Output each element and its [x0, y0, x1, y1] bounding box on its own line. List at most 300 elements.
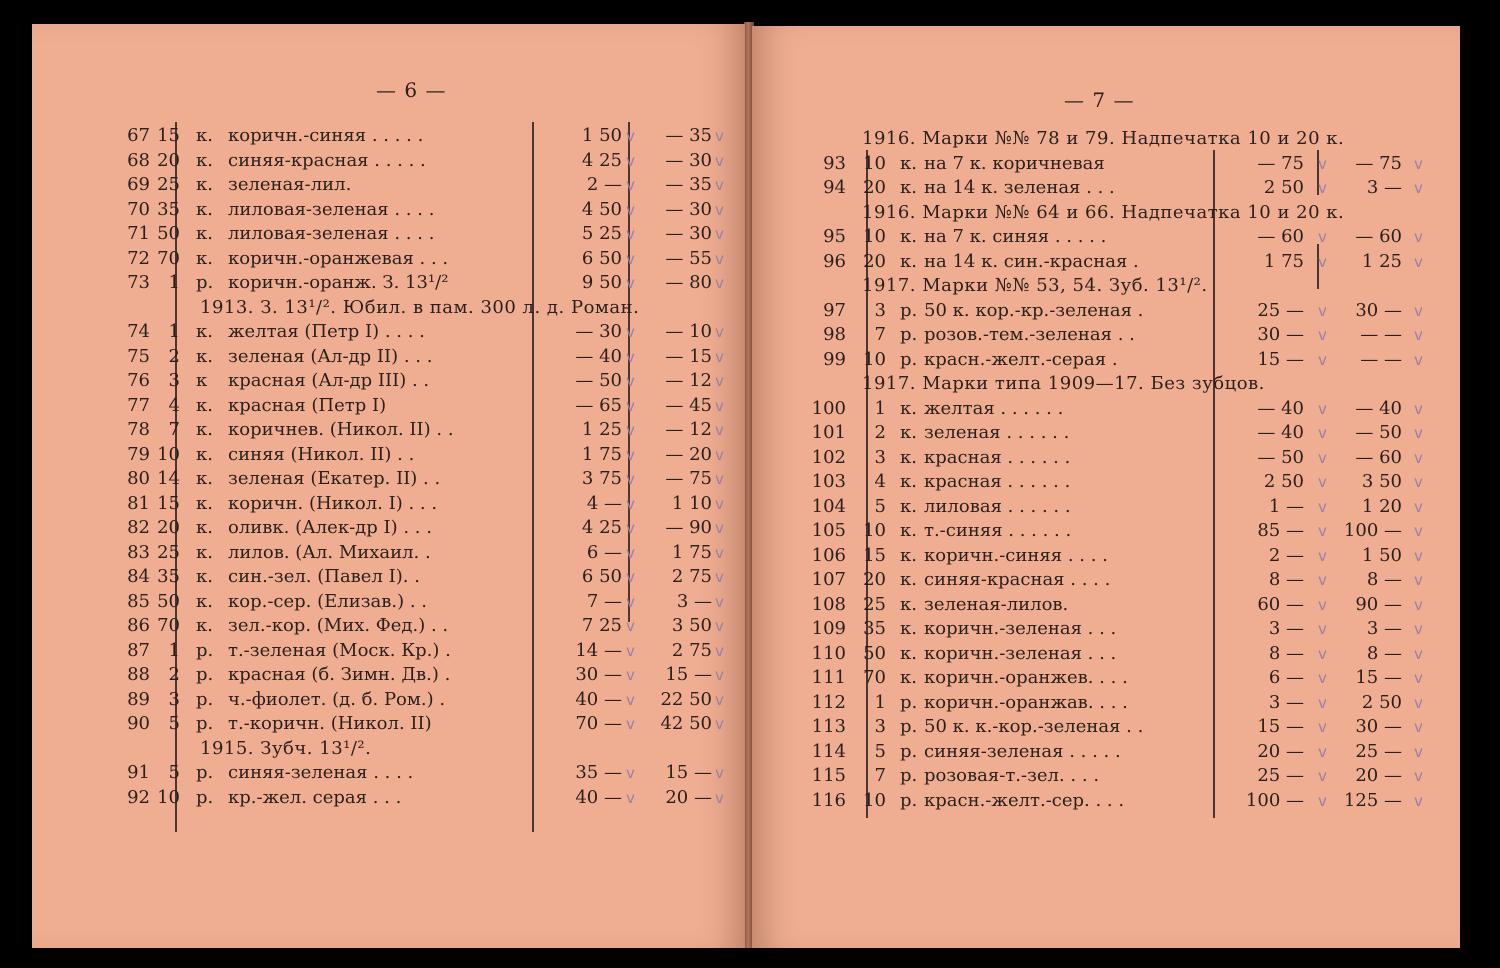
section-header: 1913. З. 13¹/². Юбил. в пам. 300 л. д. Роман.: [200, 296, 640, 318]
pencil-check-mark: v: [1318, 497, 1327, 516]
description: т.-зеленая (Моск. Кр.) .: [228, 639, 451, 661]
catalog-row: [32, 124, 745, 148]
unit: к.: [900, 520, 917, 541]
unit: р.: [900, 691, 918, 713]
price-unused: 20 —: [1257, 740, 1304, 762]
denomination: 10: [863, 520, 886, 541]
catalog-number: 94: [823, 177, 846, 198]
pencil-check-mark: v: [626, 421, 635, 439]
catalog-row: [32, 761, 745, 785]
denomination: 15: [863, 544, 886, 566]
denomination: 3: [168, 688, 180, 710]
price-unused: 25 —: [1257, 765, 1304, 786]
price-unused: 1 75: [581, 443, 622, 465]
denomination: 20: [863, 569, 886, 590]
denomination: 1: [168, 321, 180, 342]
denomination: 4: [168, 394, 180, 416]
price-used: — 55: [665, 247, 712, 269]
pencil-check-mark: v: [1318, 522, 1327, 540]
price-used: 20 —: [665, 786, 712, 808]
price-used: 125 —: [1343, 789, 1402, 811]
price-used: 1 50: [1361, 544, 1402, 566]
price-unused: 30 —: [575, 664, 622, 685]
pencil-check-mark: v: [1414, 693, 1423, 712]
price-unused: 4 25: [581, 149, 622, 171]
section-header: 1916. Марки №№ 64 и 66. Надпечатка 10 и 20 к.: [862, 201, 1345, 223]
price-used: 15 —: [1355, 667, 1402, 688]
pencil-check-mark: v: [626, 445, 635, 464]
pencil-check-mark: v: [715, 421, 724, 439]
catalog-number: 76: [127, 370, 150, 391]
section-header: 1916. Марки №№ 78 и 79. Надпечатка 10 и 20 к.: [862, 128, 1345, 149]
pencil-check-mark: v: [626, 617, 635, 635]
catalog-row: [752, 568, 1460, 592]
price-unused: 1 —: [1268, 495, 1304, 517]
catalog-number: 69: [127, 174, 150, 195]
pencil-check-mark: v: [626, 690, 635, 709]
catalog-number: 100: [811, 397, 846, 419]
catalog-row: [752, 789, 1460, 813]
catalog-row: [752, 764, 1460, 788]
catalog-number: 68: [127, 149, 150, 171]
price-unused: 3 —: [1268, 618, 1304, 639]
description: желтая (Петр I) . . . .: [228, 321, 425, 342]
description: коричн.-синяя . . . .: [924, 544, 1108, 566]
unit: р.: [900, 740, 918, 762]
unit: к.: [196, 223, 213, 244]
pencil-check-mark: v: [626, 715, 635, 733]
price-used: — 80: [665, 272, 712, 293]
price-used: — 15: [665, 345, 712, 367]
catalog-row: [752, 470, 1460, 494]
unit: к.: [900, 593, 917, 615]
description: на 14 к. син.-красная .: [924, 250, 1139, 272]
denomination: 1: [168, 639, 180, 661]
price-unused: 3 75: [581, 468, 622, 489]
catalog-number: 99: [823, 348, 846, 370]
catalog-row: [752, 593, 1460, 617]
unit: р.: [196, 664, 214, 685]
description: на 7 к. синяя . . . . .: [924, 226, 1107, 247]
denomination: 5: [874, 495, 886, 517]
denomination: 2: [874, 422, 886, 443]
catalog-number: 97: [823, 299, 846, 321]
pencil-check-mark: v: [1414, 644, 1423, 663]
pencil-check-mark: v: [1318, 399, 1327, 418]
pencil-check-mark: v: [715, 543, 724, 562]
pencil-check-mark: v: [1414, 179, 1423, 197]
unit: к.: [196, 468, 213, 489]
price-used: — 10: [665, 321, 712, 342]
price-unused: — 40: [575, 345, 622, 367]
denomination: 14: [157, 468, 180, 489]
pencil-check-mark: v: [626, 249, 635, 268]
pencil-check-mark: v: [1318, 693, 1327, 712]
price-unused: 2 —: [586, 174, 622, 195]
page-left: [32, 24, 745, 948]
pencil-check-mark: v: [1414, 252, 1423, 271]
catalog-number: 70: [127, 198, 150, 220]
pencil-check-mark: v: [715, 151, 724, 170]
catalog-row: [32, 614, 745, 638]
price-unused: 8 —: [1268, 642, 1304, 664]
catalog-row: [752, 250, 1460, 274]
price-unused: 40 —: [575, 786, 622, 808]
pencil-check-mark: v: [1414, 767, 1423, 785]
price-used: — 30: [665, 223, 712, 244]
catalog-number: 89: [127, 688, 150, 710]
unit: к.: [196, 247, 213, 269]
catalog-row: [32, 394, 745, 418]
unit: к.: [196, 517, 213, 538]
catalog-number: 71: [127, 223, 150, 244]
pencil-check-mark: v: [715, 323, 724, 341]
catalog-row: [32, 149, 745, 173]
catalog-row: [32, 492, 745, 516]
page-number-right: — 7 —: [1064, 88, 1135, 112]
unit: к.: [196, 174, 213, 195]
denomination: 35: [863, 618, 886, 639]
price-unused: 14 —: [575, 639, 622, 661]
pencil-check-mark: v: [1318, 791, 1327, 810]
catalog-number: 81: [127, 492, 150, 514]
catalog-number: 96: [823, 250, 846, 272]
price-used: 3 —: [676, 590, 712, 612]
catalog-row: [32, 443, 745, 467]
description: на 7 к. коричневая: [924, 152, 1105, 174]
description: красная (Ал-др III) . .: [228, 370, 430, 391]
unit: к.: [196, 615, 213, 636]
description: лиловая . . . . . .: [924, 495, 1071, 517]
pencil-check-mark: v: [715, 249, 724, 268]
price-unused: 30 —: [1257, 324, 1304, 345]
pencil-check-mark: v: [1414, 301, 1423, 320]
unit: к: [196, 370, 208, 391]
description: зеленая (Ал-др II) . . .: [228, 345, 433, 367]
pencil-check-mark: v: [1414, 669, 1423, 687]
pencil-check-mark: v: [715, 617, 724, 635]
unit: к.: [900, 667, 917, 688]
denomination: 70: [863, 667, 886, 688]
description: зеленая-лил.: [228, 174, 352, 195]
description: коричн. (Никол. I) . . .: [228, 492, 438, 514]
price-used: 22 50: [660, 688, 712, 710]
denomination: 20: [863, 250, 886, 272]
price-unused: 6 —: [1268, 667, 1304, 688]
price-used: 100 —: [1343, 520, 1402, 541]
pencil-check-mark: v: [715, 788, 724, 807]
description: зеленая . . . . . .: [924, 422, 1070, 443]
denomination: 10: [157, 786, 180, 808]
catalog-row: [752, 421, 1460, 445]
denomination: 2: [168, 664, 180, 685]
price-used: 42 50: [660, 713, 712, 734]
catalog-number: 80: [127, 468, 150, 489]
denomination: 10: [863, 789, 886, 811]
price-used: — 20: [665, 443, 712, 465]
description: красная (Петр I): [228, 394, 387, 416]
unit: р.: [900, 324, 918, 345]
catalog-row: [752, 348, 1460, 372]
denomination: 3: [168, 370, 180, 391]
catalog-number: 104: [811, 495, 846, 517]
pencil-check-mark: v: [1318, 644, 1327, 663]
description: коричн.-зеленая . . .: [924, 618, 1117, 639]
price-unused: 40 —: [575, 688, 622, 710]
catalog-number: 87: [127, 639, 150, 661]
pencil-check-mark: v: [715, 592, 724, 611]
price-used: — 35: [665, 174, 712, 195]
catalog-number: 83: [127, 541, 150, 563]
catalog-number: 114: [811, 740, 846, 762]
denomination: 3: [874, 716, 886, 737]
catalog-number: 72: [127, 247, 150, 269]
price-used: — 90: [665, 517, 712, 538]
price-used: — 75: [665, 468, 712, 489]
pencil-check-mark: v: [1318, 571, 1327, 589]
catalog-number: 115: [811, 765, 846, 786]
pencil-check-mark: v: [626, 568, 635, 586]
price-unused: 1 25: [581, 419, 622, 440]
denomination: 1: [874, 397, 886, 419]
catalog-row: [32, 639, 745, 663]
pencil-check-mark: v: [1414, 473, 1423, 491]
unit: р.: [900, 716, 918, 737]
unit: к.: [196, 492, 213, 514]
unit: р.: [196, 272, 214, 293]
denomination: 10: [863, 226, 886, 247]
unit: к.: [196, 419, 213, 440]
price-used: 30 —: [1355, 716, 1402, 737]
unit: р.: [900, 789, 918, 811]
pencil-check-mark: v: [1318, 767, 1327, 785]
catalog-row: [752, 666, 1460, 690]
catalog-row: [752, 299, 1460, 323]
catalog-row: [32, 565, 745, 589]
pencil-check-mark: v: [1414, 399, 1423, 418]
description: зеленая (Екатер. II) . .: [228, 468, 441, 489]
description: на 14 к. зеленая . . .: [924, 177, 1115, 198]
pencil-check-mark: v: [626, 494, 635, 513]
pencil-check-mark: v: [626, 788, 635, 807]
pencil-check-mark: v: [1318, 473, 1327, 491]
denomination: 10: [157, 443, 180, 465]
denomination: 35: [157, 198, 180, 220]
pencil-check-mark: v: [715, 715, 724, 733]
price-used: 20 —: [1355, 765, 1402, 786]
price-unused: 2 —: [1268, 544, 1304, 566]
catalog-number: 107: [811, 569, 846, 590]
price-used: — 60: [1355, 446, 1402, 468]
pencil-check-mark: v: [626, 592, 635, 611]
denomination: 15: [157, 125, 180, 146]
unit: к.: [196, 125, 213, 146]
pencil-check-mark: v: [1414, 424, 1423, 442]
catalog-number: 93: [823, 152, 846, 174]
denomination: 4: [874, 471, 886, 492]
price-unused: 70 —: [575, 713, 622, 734]
price-used: — 50: [1355, 422, 1402, 443]
description: 50 к. кор.-кр.-зеленая .: [924, 299, 1144, 321]
pencil-check-mark: v: [715, 372, 724, 390]
price-used: — 75: [1355, 152, 1402, 174]
catalog-row: [32, 198, 745, 222]
pencil-check-mark: v: [626, 764, 635, 782]
price-used: 1 75: [671, 541, 712, 563]
price-used: 2 75: [671, 639, 712, 661]
pencil-check-mark: v: [1414, 228, 1423, 246]
denomination: 70: [157, 615, 180, 636]
pencil-check-mark: v: [715, 690, 724, 709]
pencil-check-mark: v: [1318, 718, 1327, 736]
description: лилов. (Ал. Михаил. .: [228, 541, 431, 563]
pencil-check-mark: v: [1414, 497, 1423, 516]
catalog-row: [32, 320, 745, 344]
denomination: 20: [157, 517, 180, 538]
description: коричн.-оранжев. . . .: [924, 667, 1128, 688]
catalog-row: [32, 786, 745, 810]
unit: р.: [900, 348, 918, 370]
pencil-check-mark: v: [1414, 154, 1423, 173]
price-used: 8 —: [1366, 569, 1402, 590]
catalog-number: 95: [823, 226, 846, 247]
denomination: 15: [157, 492, 180, 514]
pencil-check-mark: v: [626, 127, 635, 145]
catalog-number: 92: [127, 786, 150, 808]
unit: к.: [900, 422, 917, 443]
price-used: 1 10: [671, 492, 712, 514]
catalog-row: [32, 222, 745, 246]
pencil-check-mark: v: [626, 519, 635, 537]
unit: к.: [900, 152, 917, 174]
unit: к.: [196, 590, 213, 612]
catalog-number: 109: [811, 618, 846, 639]
pencil-check-mark: v: [715, 470, 724, 488]
price-unused: 7 25: [581, 615, 622, 636]
price-unused: 4 50: [581, 198, 622, 220]
section-header: 1917. Марки типа 1909—17. Без зубцов.: [862, 373, 1265, 394]
pencil-check-mark: v: [626, 347, 635, 366]
pencil-check-mark: v: [1318, 595, 1327, 614]
description: коричнев. (Никол. II) . .: [228, 419, 454, 440]
catalog-number: 78: [127, 419, 150, 440]
price-used: 1 20: [1361, 495, 1402, 517]
section-header: 1917. Марки №№ 53, 54. Зуб. 13¹/².: [862, 275, 1208, 296]
description: ч.-фиолет. (д. б. Ром.) .: [228, 688, 446, 710]
price-unused: — 75: [1257, 152, 1304, 174]
price-used: 2 75: [671, 566, 712, 587]
price-used: 3 50: [1361, 471, 1402, 492]
pencil-check-mark: v: [715, 764, 724, 782]
unit: р.: [196, 713, 214, 734]
denomination: 50: [863, 642, 886, 664]
price-unused: — 50: [1257, 446, 1304, 468]
price-used: — 12: [665, 419, 712, 440]
description: лиловая-зеленая . . . .: [228, 223, 435, 244]
catalog-row: [752, 740, 1460, 764]
pencil-check-mark: v: [715, 176, 724, 194]
denomination: 25: [157, 541, 180, 563]
description: розовая-т.-зел. . . .: [924, 765, 1100, 786]
page-right: [752, 26, 1460, 948]
pencil-check-mark: v: [1414, 326, 1423, 344]
pencil-check-mark: v: [715, 225, 724, 243]
unit: к.: [900, 177, 917, 198]
catalog-number: 88: [127, 664, 150, 685]
price-used: 3 50: [671, 615, 712, 636]
pencil-check-mark: v: [715, 347, 724, 366]
denomination: 3: [874, 299, 886, 321]
catalog-row: [752, 176, 1460, 200]
catalog-number: 67: [127, 125, 150, 146]
unit: к.: [196, 566, 213, 587]
pencil-check-mark: v: [1414, 791, 1423, 810]
price-unused: 4 25: [581, 517, 622, 538]
denomination: 1: [874, 691, 886, 713]
catalog-row: [32, 663, 745, 687]
denomination: 50: [157, 223, 180, 244]
price-used: 25 —: [1355, 740, 1402, 762]
description: коричн.-оранж. З. 13¹/²: [228, 272, 449, 293]
denomination: 70: [157, 247, 180, 269]
price-unused: 2 50: [1263, 177, 1304, 198]
catalog-number: 113: [811, 716, 846, 737]
price-unused: 15 —: [1257, 716, 1304, 737]
unit: к.: [900, 226, 917, 247]
page-number-left: — 6 —: [376, 78, 447, 102]
denomination: 20: [863, 177, 886, 198]
description: красная . . . . . .: [924, 446, 1071, 468]
price-unused: 5 25: [581, 223, 622, 244]
price-unused: 8 —: [1268, 569, 1304, 590]
denomination: 50: [157, 590, 180, 612]
catalog-number: 90: [127, 713, 150, 734]
catalog-row: [752, 225, 1460, 249]
catalog-row: [32, 271, 745, 295]
catalog-number: 73: [127, 272, 150, 293]
description: красная . . . . . .: [924, 471, 1071, 492]
pencil-check-mark: v: [626, 151, 635, 170]
price-used: — —: [1360, 324, 1402, 345]
price-used: — —: [1360, 348, 1402, 370]
denomination: 20: [157, 149, 180, 171]
catalog-number: 102: [811, 446, 846, 468]
price-unused: 9 50: [581, 272, 622, 293]
price-used: 90 —: [1355, 593, 1402, 615]
pencil-check-mark: v: [1318, 326, 1327, 344]
pencil-check-mark: v: [626, 470, 635, 488]
unit: к.: [900, 569, 917, 590]
price-unused: 3 —: [1268, 691, 1304, 713]
description: синяя (Никол. II) . .: [228, 443, 415, 465]
pencil-check-mark: v: [626, 225, 635, 243]
catalog-row: [32, 345, 745, 369]
pencil-check-mark: v: [715, 568, 724, 586]
unit: р.: [900, 299, 918, 321]
denomination: 3: [874, 446, 886, 468]
unit: к.: [900, 495, 917, 517]
pencil-check-mark: v: [715, 127, 724, 145]
pencil-check-mark: v: [626, 200, 635, 219]
unit: р.: [196, 786, 214, 808]
pencil-check-mark: v: [1318, 546, 1327, 565]
price-unused: — 30: [575, 321, 622, 342]
price-unused: 85 —: [1257, 520, 1304, 541]
description: кр.-жел. серая . . .: [228, 786, 402, 808]
pencil-check-mark: v: [1318, 179, 1327, 197]
pencil-check-mark: v: [715, 641, 724, 660]
catalog-number: 79: [127, 443, 150, 465]
